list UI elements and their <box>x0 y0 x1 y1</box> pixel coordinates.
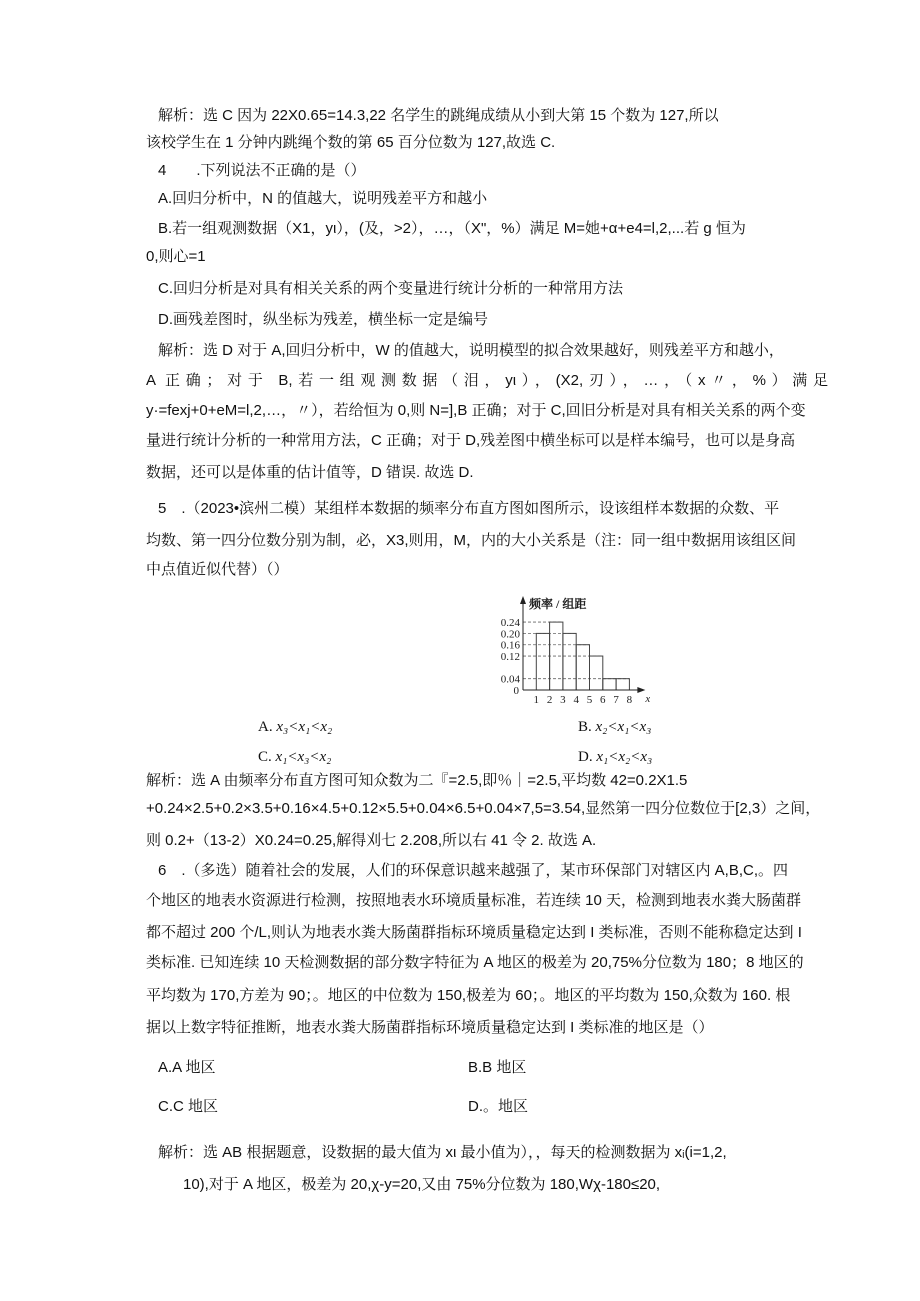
question-6-option-c: C.C 地区 <box>158 1098 219 1115</box>
question-6-stem: 都不超过 200 个/L,则认为地表水粪大肠菌群指标环境质量稳定达到 I 类标准，否则不能称稳定达到 I <box>146 924 802 941</box>
question-4-option-a: A.回归分析中，N 的值越大，说明残差平方和越小 <box>158 190 488 207</box>
y-axis-arrow-icon <box>520 596 526 604</box>
histogram-bar <box>563 633 576 690</box>
x-tick-label: 5 <box>586 694 593 706</box>
question-6-stem: 据以上数字特征推断，地表水粪大肠菌群指标环境质量稳定达到 I 类标准的地区是（） <box>146 1019 714 1036</box>
option-text: x₁<x₃<x₂ <box>275 749 332 765</box>
question-6-option-b: B.B 地区 <box>468 1059 527 1076</box>
option-text: x₂<x₁<x₃ <box>595 719 652 735</box>
x-tick-label: 2 <box>546 694 553 706</box>
histogram-bar <box>590 656 603 690</box>
question-5-stem: 中点值近似代替）（） <box>146 561 289 578</box>
option-label: A. <box>258 719 273 735</box>
x-tick-label: 6 <box>600 694 606 706</box>
question-6-stem: 个地区的地表水资源进行检测，按照地表水环境质量标准，若连续 10 天，检测到地表水粪大肠菌群 <box>146 892 802 909</box>
solution-4-line: 数据，还可以是体重的估计值等，D 错误. 故选 D. <box>146 464 474 481</box>
solution-6-line: 解析：选 AB 根据题意，设数据的最大值为 xι 最小值为），，每天的检测数据为 xᵢ(i=1,2, <box>158 1144 727 1161</box>
question-5-stem: 均数、第一四分位数分别为制，必，X3,则用，M，内的大小关系是（注：同一组中数据用该组区间 <box>146 532 797 549</box>
question-6-stem: 类标准. 已知连续 10 天检测数据的部分数字特征为 A 地区的极差为 20,75%分位数为 180；8 地区的 <box>146 954 804 971</box>
x-tick-label: 4 <box>573 694 579 706</box>
option-label: D. <box>578 749 593 765</box>
question-5-option-b <box>578 719 651 736</box>
question-6-option-d: D.。地区 <box>468 1098 529 1115</box>
question-6-stem: 6 .（多选）随着社会的发展，人们的环保意识越来越强了，某市环保部门对辖区内 A,B,C,。四 <box>158 862 789 879</box>
solution-5-line: 则 0.2+（13-2）X0.24=0.25,解得刈七 2.208,所以右 41 令 2. 故选 A. <box>146 832 597 849</box>
solution-4-line: 量进行统计分析的一种常用方法，C 正确；对于 D,残差图中横坐标可以是样本编号，也可以是身高 <box>146 432 796 449</box>
x-tick-label: 8 <box>626 694 633 706</box>
question-5-option-c <box>258 749 331 766</box>
x-axis-label: x <box>645 693 650 705</box>
question-5-option-d <box>578 749 652 766</box>
question-6-stem: 平均数为 170,方差为 90；。地区的中位数为 150,极差为 60；。地区的平均数为 150,众数为 160. 根 <box>146 987 791 1004</box>
question-5-stem: 5 .（2023•滨州二模）某组样本数据的频率分布直方图如图所示，设该组样本数据的众数、平 <box>158 500 780 517</box>
question-4-option-d: D.画残差图时，纵坐标为残差，横坐标一定是编号 <box>158 311 489 328</box>
question-4-stem: 4 .下列说法不正确的是（） <box>158 162 366 179</box>
y-tick-label: 0.24 <box>500 617 520 630</box>
solution-5-line: 解析：选 A 由频率分布直方图可知众数为二『=2.5,即％｜=2.5,平均数 42=0.2X1.5 <box>146 772 688 789</box>
histogram-bar <box>576 645 589 690</box>
x-tick-label: 3 <box>560 694 566 706</box>
y-tick-label: 0.16 <box>500 639 520 652</box>
x-tick-label: 7 <box>613 694 619 706</box>
y-tick-label: 0.20 <box>500 628 520 641</box>
solution-3-line: 解析：选 C 因为 22X0.65=14.3,22 名学生的跳绳成绩从小到大第 15 个数为 127,所以 <box>158 107 719 124</box>
histogram-bar <box>603 679 616 690</box>
histogram-bar <box>536 633 549 690</box>
histogram-bar <box>616 679 629 690</box>
solution-4-line: A 正确；对于 B,若一组观测数据（泪，yι），(X2,刃），…，（x〃，%）满足 <box>146 372 828 389</box>
y-tick-label: 0.12 <box>500 651 520 664</box>
option-label: B. <box>578 719 592 735</box>
y-tick-label: 0.04 <box>500 673 520 686</box>
question-4-option-b: B.若一组观测数据（X1，yι），(及，>2），…，（X"，%）满足 M=她+α+e4=l,2,...若 g 恒为 <box>158 220 746 237</box>
chart-title: 频率 / 组距 <box>529 597 587 611</box>
solution-4-line: 解析：选 D 对于 A,回归分析中，W 的值越大，说明模型的拟合效果越好，则残差平方和越小， <box>158 342 784 359</box>
solution-5-line: +0.24×2.5+0.2×3.5+0.16×4.5+0.12×5.5+0.04×6.5+0.04×7,5=3.54,显然第一四分位数位于[2,3）之间， <box>146 800 821 817</box>
solution-4-line: y·=fexj+0+eM=l,2,…，〃），若给恒为 0,则 N=],B 正确；对于 C,回旧分析是对具有相关关系的两个变 <box>146 402 806 419</box>
origin-label: 0 <box>513 685 519 697</box>
solution-6-line: 10),对于 A 地区，极差为 20,χ-y=20,又由 75%分位数为 180,Wχ-180≤20, <box>183 1176 661 1193</box>
question-5-option-a <box>258 719 332 736</box>
question-4-option-c: C.回归分析是对具有相关关系的两个变量进行统计分析的一种常用方法 <box>158 280 624 297</box>
option-text: x₁<x₂<x₃ <box>596 749 653 765</box>
question-6-option-a: A.A 地区 <box>158 1059 216 1076</box>
x-axis-arrow-icon <box>637 687 645 693</box>
question-4-option-b-cont: 0,则心=1 <box>146 248 206 265</box>
frequency-histogram <box>480 590 650 710</box>
x-tick-label: 1 <box>533 694 540 706</box>
option-label: C. <box>258 749 272 765</box>
option-text: x₃<x₁<x₂ <box>276 719 333 735</box>
solution-3-line: 该校学生在 1 分钟内跳绳个数的第 65 百分位数为 127,故选 C. <box>146 134 556 151</box>
